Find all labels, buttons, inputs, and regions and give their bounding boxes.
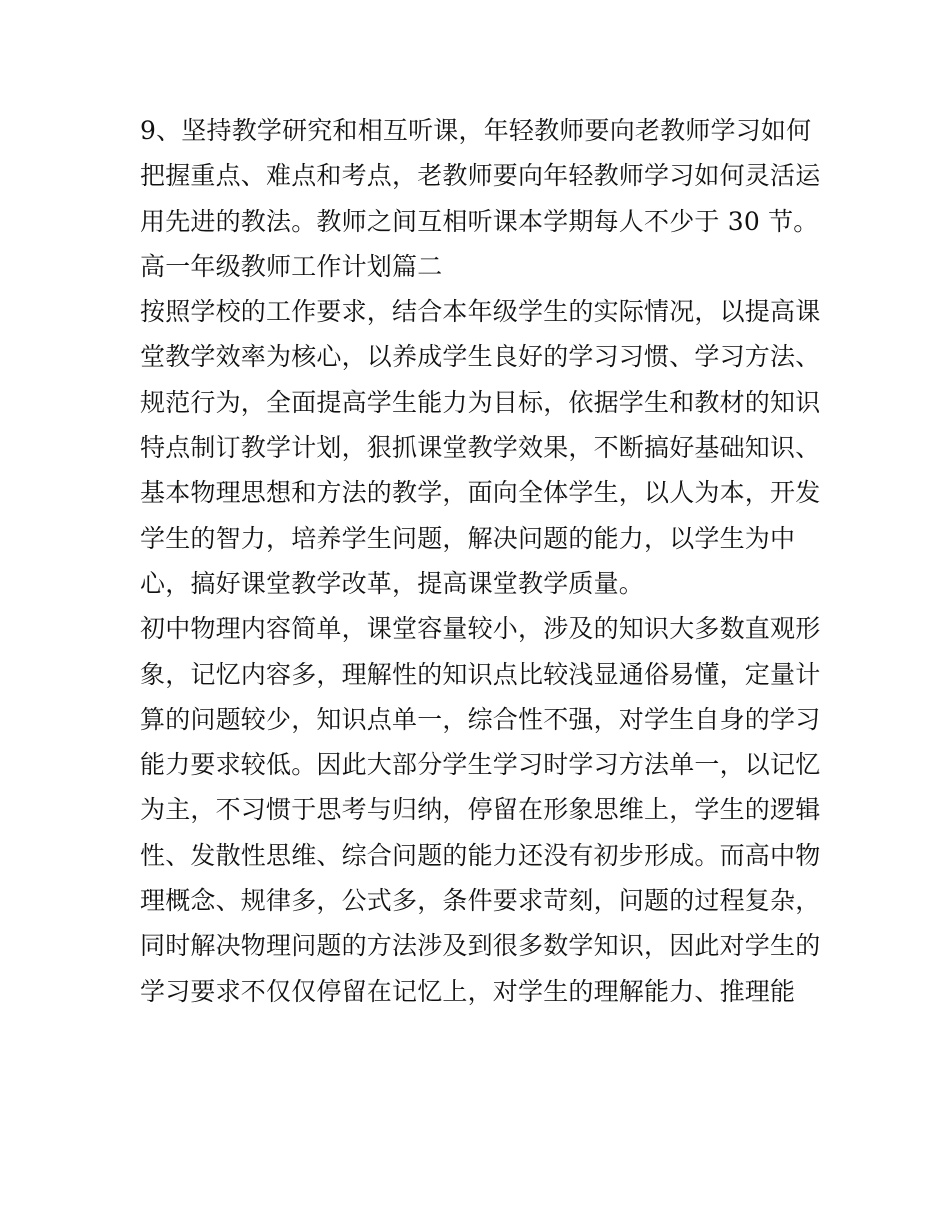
text-line: 心，搞好课堂教学改革，提高课堂教学质量。 xyxy=(140,568,645,598)
text-line: 为主，不习惯于思考与归纳，停留在形象思维上，学生的逻辑 xyxy=(140,795,821,825)
text-line: 用先进的教法。教师之间互相听课本学期每人不少于 30 节。 xyxy=(140,206,819,236)
text-line: 规范行为，全面提高学生能力为目标，依据学生和教材的知识 xyxy=(140,387,821,417)
text-line: 象，记忆内容多，理解性的知识点比较浅显通俗易懂，定量计 xyxy=(140,659,821,689)
text-line: 学生的智力，培养学生问题，解决问题的能力，以学生为中 xyxy=(140,523,796,553)
text-line-point-9: 9、坚持教学研究和相互听课，年轻教师要向老教师学习如何 xyxy=(140,116,812,145)
text-line: 基本物理思想和方法的教学，面向全体学生，以人为本，开发 xyxy=(140,478,821,508)
text-line: 堂教学效率为核心，以养成学生良好的学习习惯、学习方法、 xyxy=(140,342,821,372)
text-line: 特点制订教学计划，狠抓课堂教学效果，不断搞好基础知识、 xyxy=(140,433,821,463)
text-line: 同时解决物理问题的方法涉及到很多数学知识，因此对学生的 xyxy=(140,931,821,961)
text-line: 性、发散性思维、综合问题的能力还没有初步形成。而高中物 xyxy=(140,840,821,870)
text-line: 把握重点、难点和考点，老教师要向年轻教师学习如何灵活运 xyxy=(140,161,821,191)
section-heading: 高一年级教师工作计划篇二 xyxy=(140,251,443,281)
text-line: 算的问题较少，知识点单一，综合性不强，对学生自身的学习 xyxy=(140,704,821,734)
text-line: 理概念、规律多，公式多，条件要求苛刻，问题的过程复杂， xyxy=(140,886,821,916)
text-line: 初中物理内容简单，课堂容量较小，涉及的知识大多数直观形 xyxy=(140,614,821,644)
text-line: 能力要求较低。因此大部分学生学习时学习方法单一，以记忆 xyxy=(140,750,821,780)
document-body xyxy=(140,108,830,1014)
text-line: 学习要求不仅仅停留在记忆上，对学生的理解能力、推理能 xyxy=(140,976,796,1006)
text-line: 按照学校的工作要求，结合本年级学生的实际情况，以提高课 xyxy=(140,297,821,327)
